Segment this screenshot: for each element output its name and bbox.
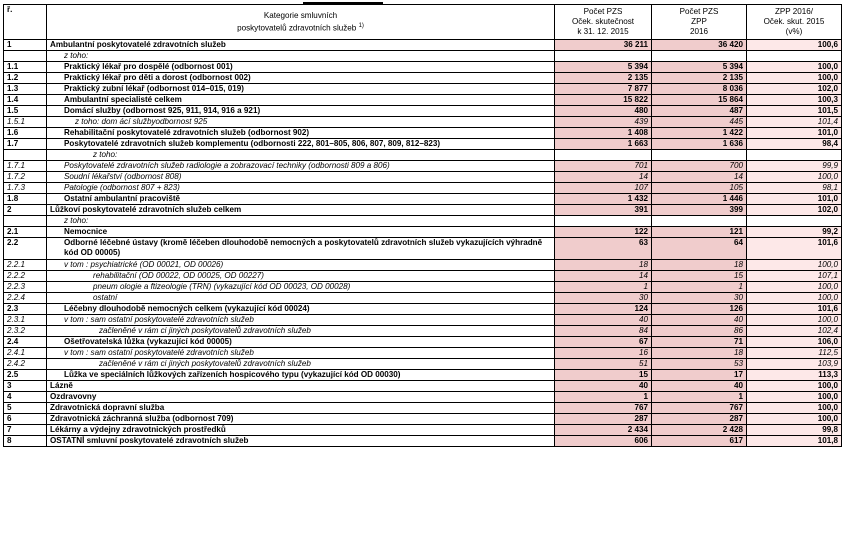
ratio-cell: 103,9: [747, 359, 842, 370]
count-2016-cell: 287: [652, 414, 747, 425]
category-cell: Praktický lékař pro dospělé (odbornost 001): [47, 62, 555, 73]
count-2015-cell: 36 211: [555, 40, 652, 51]
cropped-title-fragment: [3, 0, 841, 4]
category-cell: Zdravotnická dopravní služba: [47, 403, 555, 414]
row-number-cell: 1.4: [4, 95, 47, 106]
count-2015-cell: 1 432: [555, 194, 652, 205]
row-number-cell: [4, 51, 47, 62]
table-row: [4, 183, 842, 194]
ratio-cell: 100,0: [747, 392, 842, 403]
ratio-cell: 101,4: [747, 117, 842, 128]
count-2015-cell: 1 408: [555, 128, 652, 139]
count-2015-cell: 767: [555, 403, 652, 414]
count-2015-cell: 63: [555, 238, 652, 260]
ratio-cell: 102,0: [747, 205, 842, 216]
ratio-cell: 98,4: [747, 139, 842, 150]
table-row: [4, 51, 842, 62]
table-row: [4, 271, 842, 282]
row-number-cell: 1.7.3: [4, 183, 47, 194]
row-number-cell: 1.5: [4, 106, 47, 117]
table-row: [4, 392, 842, 403]
table-row: [4, 205, 842, 216]
header-v1-line2: Oček. skutečnost: [571, 17, 635, 26]
row-number-cell: 1.2: [4, 73, 47, 84]
category-cell: rehabilitační (OD 00022, OD 00025, OD 00227): [47, 271, 555, 282]
category-cell: z toho: dom ácí službyodbornost 925: [47, 117, 555, 128]
ratio-cell: 100,0: [747, 293, 842, 304]
count-2015-cell: 439: [555, 117, 652, 128]
row-number-cell: 4: [4, 392, 47, 403]
ratio-cell: 98,1: [747, 183, 842, 194]
row-number-cell: 7: [4, 425, 47, 436]
row-number-cell: 2.5: [4, 370, 47, 381]
header-count-2015: [555, 5, 652, 40]
row-number-cell: 6: [4, 414, 47, 425]
table-row: [4, 436, 842, 447]
row-number-cell: 2.2.4: [4, 293, 47, 304]
table-row: [4, 337, 842, 348]
row-number-cell: 1.7.2: [4, 172, 47, 183]
table-row: [4, 172, 842, 183]
category-cell: Lékárny a výdejny zdravotnických prostředků: [47, 425, 555, 436]
count-2015-cell: 15: [555, 370, 652, 381]
count-2015-cell: 14: [555, 271, 652, 282]
header-pct-line3: (v%): [785, 27, 803, 36]
row-number-cell: 2.1: [4, 227, 47, 238]
count-2015-cell: 124: [555, 304, 652, 315]
row-number-cell: 2.3: [4, 304, 47, 315]
header-v2-line3: 2016: [689, 27, 708, 36]
count-2015-cell: 1: [555, 282, 652, 293]
count-2016-cell: 1: [652, 392, 747, 403]
category-cell: Domácí služby (odbornost 925, 911, 914, 916 a 921): [47, 106, 555, 117]
row-number-cell: 2.2: [4, 238, 47, 260]
count-2015-cell: 107: [555, 183, 652, 194]
table-row: [4, 62, 842, 73]
row-number-cell: 1.5.1: [4, 117, 47, 128]
table-row: [4, 73, 842, 84]
table-row: [4, 84, 842, 95]
row-number-cell: 3: [4, 381, 47, 392]
count-2016-cell: 617: [652, 436, 747, 447]
category-cell: Ošetřovatelská lůžka (vykazující kód 00005): [47, 337, 555, 348]
category-cell: ostatní: [47, 293, 555, 304]
category-cell: Odborné léčebné ústavy (kromě léčeben dlouhodobě nemocných a poskytovatelů zdravotních služeb vykazujících výhradně kód OD 00005): [47, 238, 555, 260]
table-row: [4, 370, 842, 381]
ratio-cell: [747, 51, 842, 62]
row-number-cell: 5: [4, 403, 47, 414]
table-row: [4, 150, 842, 161]
count-2016-cell: 700: [652, 161, 747, 172]
table-row: [4, 293, 842, 304]
header-pct-line1: ZPP 2016/: [774, 7, 814, 16]
row-number-cell: 8: [4, 436, 47, 447]
table-row: [4, 238, 842, 260]
ratio-cell: 100,0: [747, 381, 842, 392]
count-2016-cell: 40: [652, 315, 747, 326]
row-number-cell: 1.6: [4, 128, 47, 139]
table-row: [4, 414, 842, 425]
category-cell: Patologie (odbornost 807 + 823): [47, 183, 555, 194]
header-row-number: ř.: [4, 5, 47, 40]
count-2016-cell: 17: [652, 370, 747, 381]
count-2016-cell: 105: [652, 183, 747, 194]
table-row: [4, 128, 842, 139]
count-2015-cell: 1: [555, 392, 652, 403]
count-2016-cell: [652, 51, 747, 62]
ratio-cell: 102,4: [747, 326, 842, 337]
count-2015-cell: 84: [555, 326, 652, 337]
count-2016-cell: 15: [652, 271, 747, 282]
count-2016-cell: 18: [652, 260, 747, 271]
ratio-cell: 106,0: [747, 337, 842, 348]
row-number-cell: 2.2.3: [4, 282, 47, 293]
table-row: [4, 216, 842, 227]
table-row: [4, 40, 842, 51]
count-2016-cell: 5 394: [652, 62, 747, 73]
count-2016-cell: 18: [652, 348, 747, 359]
category-cell: Lůžkoví poskytovatelé zdravotních služeb celkem: [47, 205, 555, 216]
count-2015-cell: 122: [555, 227, 652, 238]
count-2016-cell: 445: [652, 117, 747, 128]
ratio-cell: 101,5: [747, 106, 842, 117]
count-2015-cell: 15 822: [555, 95, 652, 106]
row-number-cell: 2: [4, 205, 47, 216]
count-2015-cell: 2 135: [555, 73, 652, 84]
ratio-cell: [747, 150, 842, 161]
count-2015-cell: 7 877: [555, 84, 652, 95]
count-2016-cell: 14: [652, 172, 747, 183]
count-2015-cell: 606: [555, 436, 652, 447]
category-cell: Poskytovatelé zdravotních služeb komplementu (odbornosti 222, 801–805, 806, 807, 809, 812–823): [47, 139, 555, 150]
table-row: [4, 161, 842, 172]
count-2016-cell: 121: [652, 227, 747, 238]
header-v2-line2: ZPP: [691, 17, 707, 26]
count-2016-cell: 53: [652, 359, 747, 370]
table-row: [4, 326, 842, 337]
row-number-cell: 2.2.2: [4, 271, 47, 282]
header-v2-line1: Počet PZS: [679, 7, 719, 16]
ratio-cell: 101,8: [747, 436, 842, 447]
ratio-cell: 112,5: [747, 348, 842, 359]
header-count-2016: [652, 5, 747, 40]
category-cell: v tom : sam ostatní poskytovatelé zdravotních služeb: [47, 315, 555, 326]
category-cell: začleněné v rám ci jiných poskytovatelů zdravotních služeb: [47, 359, 555, 370]
ratio-cell: 101,0: [747, 128, 842, 139]
ratio-cell: 101,0: [747, 194, 842, 205]
ratio-cell: 101,6: [747, 238, 842, 260]
count-2016-cell: 86: [652, 326, 747, 337]
ratio-cell: 100,6: [747, 40, 842, 51]
category-cell: Léčebny dlouhodobě nemocných celkem (vykazující kód 00024): [47, 304, 555, 315]
table-row: [4, 359, 842, 370]
table-row: [4, 348, 842, 359]
provider-count-table: [3, 4, 842, 447]
count-2015-cell: 18: [555, 260, 652, 271]
category-cell: v tom : psychiatrické (OD 00021, OD 00026): [47, 260, 555, 271]
count-2015-cell: 51: [555, 359, 652, 370]
count-2015-cell: 40: [555, 315, 652, 326]
category-cell: Lázně: [47, 381, 555, 392]
category-cell: OSTATNÍ smluvní poskytovatelé zdravotních služeb: [47, 436, 555, 447]
count-2016-cell: 40: [652, 381, 747, 392]
count-2015-cell: 5 394: [555, 62, 652, 73]
category-cell: Ambulantní specialisté celkem: [47, 95, 555, 106]
header-ratio: [747, 5, 842, 40]
category-cell: Poskytovatelé zdravotních služeb radiologie a zobrazovací techniky (odbornosti 809 a 806): [47, 161, 555, 172]
ratio-cell: 100,0: [747, 172, 842, 183]
count-2015-cell: 391: [555, 205, 652, 216]
count-2016-cell: 64: [652, 238, 747, 260]
row-number-cell: 2.4.2: [4, 359, 47, 370]
category-cell: Zdravotnická záchranná služba (odbornost 709): [47, 414, 555, 425]
ratio-cell: 99,2: [747, 227, 842, 238]
category-cell: Praktický lékař pro děti a dorost (odbornost 002): [47, 73, 555, 84]
table-row: [4, 425, 842, 436]
count-2016-cell: 36 420: [652, 40, 747, 51]
category-cell: Soudní lékařství (odbornost 808): [47, 172, 555, 183]
table-row: [4, 403, 842, 414]
row-number-cell: 1.8: [4, 194, 47, 205]
table-row: [4, 227, 842, 238]
ratio-cell: [747, 216, 842, 227]
header-footnote-mark: 1): [358, 22, 364, 29]
table-row: [4, 139, 842, 150]
ratio-cell: 102,0: [747, 84, 842, 95]
table-row: [4, 315, 842, 326]
ratio-cell: 99,8: [747, 425, 842, 436]
count-2016-cell: 30: [652, 293, 747, 304]
count-2015-cell: 16: [555, 348, 652, 359]
count-2015-cell: 480: [555, 106, 652, 117]
category-cell: Ozdravovny: [47, 392, 555, 403]
category-cell: Nemocnice: [47, 227, 555, 238]
count-2016-cell: [652, 216, 747, 227]
count-2016-cell: 2 135: [652, 73, 747, 84]
ratio-cell: 100,0: [747, 260, 842, 271]
count-2015-cell: 1 663: [555, 139, 652, 150]
count-2015-cell: [555, 216, 652, 227]
ratio-cell: 100,0: [747, 315, 842, 326]
count-2016-cell: 1 636: [652, 139, 747, 150]
ratio-cell: 100,0: [747, 414, 842, 425]
row-number-cell: 1.3: [4, 84, 47, 95]
category-cell: Ostatní ambulantní pracoviště: [47, 194, 555, 205]
header-category-line1: Kategorie smluvních: [263, 10, 338, 20]
ratio-cell: 113,3: [747, 370, 842, 381]
count-2016-cell: [652, 150, 747, 161]
count-2015-cell: 14: [555, 172, 652, 183]
count-2016-cell: 1 446: [652, 194, 747, 205]
count-2015-cell: 287: [555, 414, 652, 425]
header-category: [47, 5, 555, 40]
table-row: [4, 106, 842, 117]
table-row: [4, 260, 842, 271]
ratio-cell: 100,0: [747, 62, 842, 73]
row-number-cell: 2.3.1: [4, 315, 47, 326]
header-category-line2: poskytovatelů zdravotních služeb: [237, 23, 357, 33]
category-cell: Ambulantní poskytovatelé zdravotních služeb: [47, 40, 555, 51]
row-number-cell: [4, 150, 47, 161]
row-number-cell: 2.2.1: [4, 260, 47, 271]
count-2016-cell: 126: [652, 304, 747, 315]
ratio-cell: 100,3: [747, 95, 842, 106]
count-2016-cell: 767: [652, 403, 747, 414]
table-row: [4, 95, 842, 106]
count-2016-cell: 1: [652, 282, 747, 293]
category-cell: Praktický zubní lékař (odbornost 014–015, 019): [47, 84, 555, 95]
count-2016-cell: 8 036: [652, 84, 747, 95]
count-2016-cell: 399: [652, 205, 747, 216]
count-2015-cell: [555, 51, 652, 62]
ratio-cell: 99,9: [747, 161, 842, 172]
ratio-cell: 100,0: [747, 282, 842, 293]
spreadsheet: [3, 0, 841, 447]
table-row: [4, 194, 842, 205]
category-cell: z toho:: [47, 216, 555, 227]
row-number-cell: [4, 216, 47, 227]
count-2016-cell: 15 864: [652, 95, 747, 106]
header-pct-line2: Oček. skut. 2015: [763, 17, 825, 26]
count-2015-cell: 40: [555, 381, 652, 392]
table-row: [4, 282, 842, 293]
ratio-cell: 100,0: [747, 73, 842, 84]
count-2015-cell: 2 434: [555, 425, 652, 436]
row-number-cell: 2.4.1: [4, 348, 47, 359]
category-cell: Lůžka ve speciálních lůžkových zařízeních hospicového typu (vykazující kód OD 00030): [47, 370, 555, 381]
count-2015-cell: [555, 150, 652, 161]
row-number-cell: 2.3.2: [4, 326, 47, 337]
row-number-cell: 1.7.1: [4, 161, 47, 172]
table-row: [4, 304, 842, 315]
count-2016-cell: 2 428: [652, 425, 747, 436]
count-2016-cell: 1 422: [652, 128, 747, 139]
header-v1-line3: k 31. 12. 2015: [577, 27, 629, 36]
category-cell: Rehabilitační poskytovatelé zdravotních služeb (odbornost 902): [47, 128, 555, 139]
row-number-cell: 1.1: [4, 62, 47, 73]
category-cell: pneum ologie a ftizeologie (TRN) (vykazující kód OD 00023, OD 00028): [47, 282, 555, 293]
category-cell: z toho:: [47, 51, 555, 62]
table-body: [4, 40, 842, 447]
row-number-cell: 1: [4, 40, 47, 51]
row-number-cell: 2.4: [4, 337, 47, 348]
header-v1-line1: Počet PZS: [583, 7, 623, 16]
count-2016-cell: 71: [652, 337, 747, 348]
count-2015-cell: 30: [555, 293, 652, 304]
category-cell: v tom : sam ostatní poskytovatelé zdravotních služeb: [47, 348, 555, 359]
category-cell: z toho:: [47, 150, 555, 161]
count-2015-cell: 701: [555, 161, 652, 172]
count-2016-cell: 487: [652, 106, 747, 117]
ratio-cell: 107,1: [747, 271, 842, 282]
count-2015-cell: 67: [555, 337, 652, 348]
category-cell: začleněné v rám ci jiných poskytovatelů zdravotních služeb: [47, 326, 555, 337]
ratio-cell: 101,6: [747, 304, 842, 315]
header-row: [4, 5, 842, 40]
table-row: [4, 381, 842, 392]
table-row: [4, 117, 842, 128]
row-number-cell: 1.7: [4, 139, 47, 150]
ratio-cell: 100,0: [747, 403, 842, 414]
